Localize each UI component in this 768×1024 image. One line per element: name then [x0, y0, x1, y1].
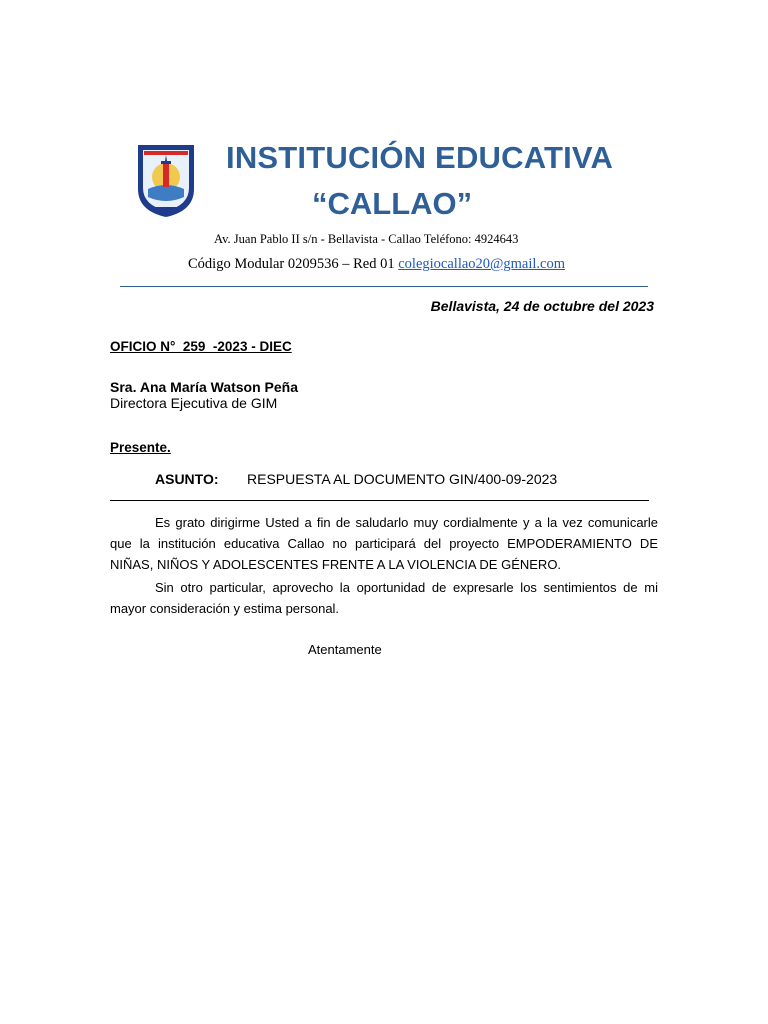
body-paragraph-2: Sin otro particular, aprovecho la oportunidad de expresarle los sentimientos de mi mayor consideración y estima personal.	[110, 580, 658, 616]
addressee-name: Sra. Ana María Watson Peña	[110, 379, 299, 395]
codigo-modular-text: Código Modular 0209536 – Red 01	[188, 256, 399, 272]
letter-date: Bellavista, 24 de octubre del 2023	[430, 298, 654, 314]
institution-title-line2: “CALLAO”	[312, 186, 473, 221]
header-divider	[120, 286, 648, 287]
oficio-number: OFICIO N° 259 -2023 - DIEC	[110, 339, 292, 354]
email-link[interactable]: colegiocallao20@gmail.com	[398, 256, 566, 272]
codigo-modular-line	[188, 256, 565, 273]
closing: Atentamente	[308, 642, 382, 657]
body-paragraph-1: Es grato dirigirme Usted a fin de saludarlo muy cordialmente y a la vez comunicarle que la institución educativa Callao no participará del proyecto EMPODERAMIENTO DE NIÑAS, NIÑOS Y ADOLESCENTES FRENTE A LA VIOLENCIA DE GÉNERO.	[110, 515, 658, 572]
addressee-role: Directora Ejecutiva de GIM	[110, 395, 278, 411]
institution-title-line1: INSTITUCIÓN EDUCATIVA	[226, 140, 614, 175]
asunto-label: ASUNTO:	[155, 471, 219, 487]
asunto-value: RESPUESTA AL DOCUMENTO GIN/400-09-2023	[247, 471, 558, 487]
greeting: Presente.	[110, 440, 171, 455]
subject-divider	[110, 500, 649, 501]
school-crest-logo	[134, 141, 198, 219]
institution-address: Av. Juan Pablo II s/n - Bellavista - Callao Teléfono: 4924643	[214, 232, 519, 246]
